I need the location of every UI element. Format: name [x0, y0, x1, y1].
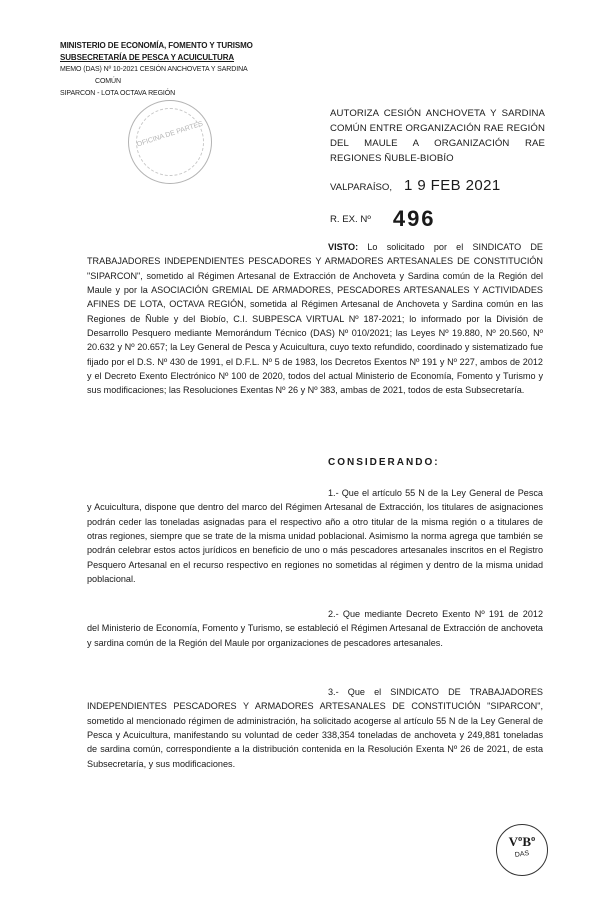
office-stamp: [128, 100, 212, 184]
resolution-number-row: [330, 206, 436, 232]
visto-paragraph: [87, 240, 543, 398]
place-date: [330, 177, 501, 194]
approval-stamp: [496, 824, 548, 876]
place-label: VALPARAÍSO,: [330, 182, 393, 193]
visto-label: VISTO:: [328, 242, 359, 252]
visto-text: Lo solicitado por el SINDICATO DE TRABAJADORES INDEPENDIENTES PESCADORES Y ARMADORES ARTESANALES DE CONSTITUCIÓN "SIPARCON", sometido al Régimen Artesanal de Extracción de Anchoveta y Sardina común de la Región del Maule y por la ASOCIACIÓN GREMIAL DE ARMADORES, PESCADORES ARTESANALES Y ACTIVIDADES AFINES DE LOTA, OCTAVA REGIÓN, sometida al Régimen Artesanal de Anchoveta y Sardina común en las Regiones de Ñuble y del Biobío, C.I. SUBPESCA VIRTUAL Nº 187-2021; lo informado por la División de Desarrollo Pesquero mediante Memorándum Técnico (DAS) Nº 010/2021; las Leyes Nº 19.880, Nº 20.560, Nº 20.632 y Nº 20.657; la Ley General de Pesca y Acuicultura, cuyo texto refundido, coordinado y sistematizado fue fijado por el D.S. Nº 430 de 1991, el D.F.L. Nº 5 de 1983, los Decretos Exentos Nº 191 y Nº 227, ambos de 2012 y el Decreto Exento Electrónico Nº 100 de 2020, todos del actual Ministerio de Economía, Fomento y Turismo y sus modificaciones; las Resoluciones Exentas Nº 26 y Nº 383, ambas de 2021, todos de esta Subsecretaría.: [87, 242, 543, 396]
memo-reference-line2: COMÚN: [95, 78, 121, 85]
considerando-item-1-text: 1.- Que el artículo 55 N de la Ley General de Pesca y Acuicultura, dispone que dentro del marco del Régimen Artesanal de Extracción, los titulares de asignaciones podrán ceder las toneladas asignadas para el respectivo año a otro titular de la misma región o a titulares de otras regiones, siempre que se trate de la misma unidad poblacional. Asimismo la norma agrega que también se podrán celebrar estos actos jurídicos en beneficio de uno o más pescadores artesanales inscritos en el Registro Pesquero Artesanal en el recurso respectivo en regiones no sometidas al régimen y dentro de la misma unidad poblacional.: [87, 488, 543, 585]
considerando-item-1: [87, 486, 543, 586]
memo-reference-line3: SIPARCON - LOTA OCTAVA REGIÓN: [60, 90, 176, 97]
resolution-date: 1 9 FEB 2021: [404, 177, 501, 194]
resolution-subject: AUTORIZA CESIÓN ANCHOVETA Y SARDINA COMÚN ENTRE ORGANIZACIÓN RAE REGIÓN DEL MAULE A ORGANIZACIÓN RAE REGIONES ÑUBLE-BIOBÍO: [330, 108, 545, 164]
memo-reference: MEMO (DAS) Nº 10-2021 CESIÓN ANCHOVETA Y SARDINA: [60, 66, 248, 73]
resolution-number: 496: [392, 206, 436, 231]
considerando-item-3: [87, 685, 543, 771]
approval-stamp-sub: DAS: [514, 850, 530, 859]
considerando-item-2: [87, 607, 543, 650]
office-stamp-text: OFICINA DE PARTES: [136, 120, 204, 149]
ministry-name: MINISTERIO DE ECONOMÍA, FOMENTO Y TURISMO: [60, 41, 253, 50]
subsecretaria-name: SUBSECRETARÍA DE PESCA Y ACUICULTURA: [60, 53, 235, 62]
considerando-heading: CONSIDERANDO:: [328, 457, 440, 468]
considerando-item-2-text: 2.- Que mediante Decreto Exento Nº 191 de 2012 del Ministerio de Economía, Fomento y Turismo, se estableció el Régimen Artesanal de Extracción de anchoveta y sardina común de la Región del Maule por organizaciones de pescadores artesanales.: [87, 609, 543, 648]
resolution-number-label: R. EX. Nº: [330, 214, 371, 225]
considerando-item-3-text: 3.- Que el SINDICATO DE TRABAJADORES INDEPENDIENTES PESCADORES Y ARMADORES ARTESANALES DE CONSTITUCIÓN "SIPARCON", sometido al mencionado régimen de administración, ha solicitado acogerse al artículo 55 N de la Ley General de Pesca y Acuicultura, manifestando su voluntad de ceder 338,354 toneladas de anchoveta y 249,881 toneladas de sardina común, correspondiente a la distribución contenida en la Resolución Exenta Nº 26 de 2021, de esta Subsecretaría, y sus modificaciones.: [87, 687, 543, 769]
approval-stamp-title: VºBº: [508, 834, 536, 849]
